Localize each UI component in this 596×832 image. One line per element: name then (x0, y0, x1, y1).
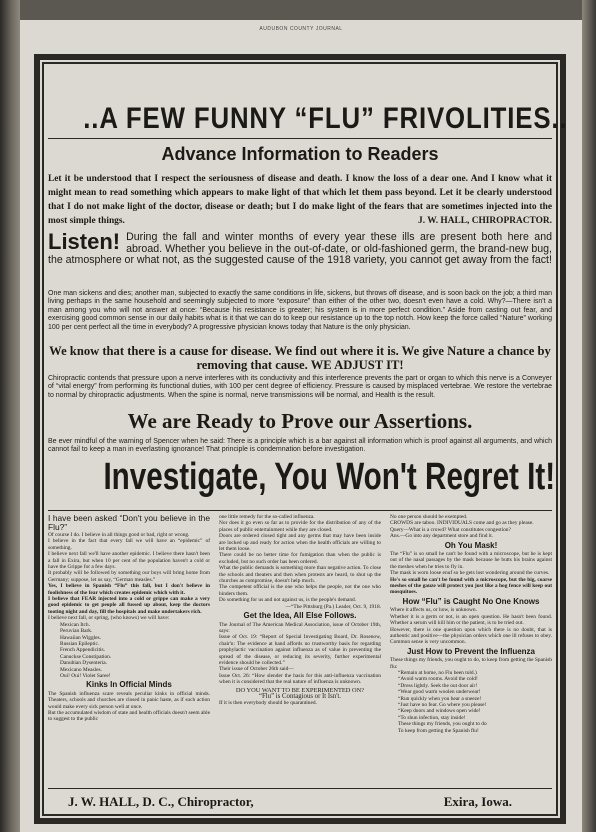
ailment-list-item: Danubian Dysenteria. (60, 660, 108, 667)
intro-text: Let it be understood that I respect the seriousness of disease and death. I know the loss of a dear one. And I know what it might mean to read something which appears to make light of that which let them pass beyond. Let it be clearly understood that I do not make light of the doctor, disease or death; but I do make light of the fears that are sometimes injected into the most simple things. (48, 174, 552, 226)
col3-heading: Oh You Mask! (444, 540, 498, 550)
poem-line: To keep from getting the Spanish flu! (398, 727, 479, 734)
col2-source: —“The Pittsburg (Pa.) Leader, Oct. 9, 1918. (285, 603, 381, 610)
listen-paragraph (48, 229, 552, 267)
poem-line: “Dress lightly. Seek the out door air! (398, 682, 478, 689)
col2-heading: Get the Idea, All Else Follows. (243, 611, 357, 621)
spencer-paragraph: Be ever mindful of the warning of Spencer when he said: There is a principle which is a bar against all information which is proof against all arguments, and which cannot fail to keep a man in everlasting ignorance! That principle is condemnation before investigation. (48, 438, 552, 454)
intro-signature: J. W. HALL, CHIROPRACTOR. (418, 216, 552, 226)
ailment-list-item: Mexicano Measles. (60, 666, 102, 673)
poem-line: “Remain at home, no Flu been told.) (398, 669, 477, 676)
col1-heading: Kinks In Official Minds (86, 680, 172, 690)
poem-line: “Just have no fear. Go where you please! (398, 701, 487, 708)
signature-rule (48, 788, 552, 789)
newspaper-header: AUDUBON COUNTY JOURNAL (259, 26, 343, 32)
col2-text: The competent official is the one who helps the people, not the one who hinders them. (219, 584, 381, 597)
col3-text: CROWDS are taboo. INDIVIDUALS come and go as they please. (390, 520, 534, 527)
column-2 (219, 514, 381, 784)
ailment-list-item: Peruvian Bark. (60, 628, 93, 635)
col1-text: Of course I do. I believe in all things good or bad, right or wrong. (48, 532, 190, 538)
col1-text: I believe in the fact that every fall we will have an “epidemic” of something. (48, 538, 210, 551)
newspaper-page (20, 20, 582, 832)
poem-line: “Keep doors and windows open wide! (398, 708, 481, 715)
col1-text: Yes, I believe in Spanish “Flu” this fall, but I don't believe in foolishness of the fear which creates epidemic which with it. (48, 583, 210, 596)
col1-lead: I have been asked “Don't you believe in the Flu?” (48, 514, 210, 532)
col2-question: DO YOU WANT TO BE EXPERIMENTED ON? (235, 686, 365, 694)
ailment-list-item: Mexican Itch. (60, 621, 90, 628)
poem-line: “Run quickly when you hear a sneeze! (398, 695, 482, 702)
col3-text: These things my friends, you ought to do, to keep from getting the Spanish flu: (390, 657, 552, 670)
poem-line: “To shun infection, stay inside! (398, 714, 466, 721)
col2-subhead: “Flu” is Contagious or It Isn't. (258, 692, 342, 700)
col3-heading: Just How to Prevent the Influenza (406, 646, 535, 656)
col3-text: The “Flu” is so small he can't be found with a microscope, but he is kept out of the nasal passages by the mask because he butts his brains against the meshes when he tries to fly in. (390, 551, 552, 570)
ailment-list-item: Russian Epileptic. (60, 640, 100, 647)
col3-text: The mask is worn loose enuf so he gets lost wondering around the curves. (390, 570, 550, 577)
col2-text: Issue of Oct. 19: “Report of Special Investigating Board, Dr. Rosenow, chair'n: The evidence at hand affords no trustworthy basis for regarding prophylactic vaccination against influenza as of value in preventing the spread of the disease, or reducing its severity, further experimental evidence should be collected.” (219, 634, 381, 666)
chiropractic-paragraph: Chiropractic contends that pressure upon a nerve interferes with its conductivity and this interference prevents the part or organ to which this nerve is a Conveyer of “vital energy” from performing its functional duties, with 100 per cent degree of efficiency. Pressure is caused by misplaced vertebrae. We restore the vertebrae to normal by chiropractic adjustments. When the spine is normal, nerve transmissions will be normal, and Health is the result. (48, 375, 552, 399)
ailment-list-item: Oui! Oui! Violet Saree! (60, 672, 111, 679)
investigate-headline: Investigate, You Won't Regret It! (103, 456, 556, 498)
col2-text: Doors are ordered closed tight and any germs that may have been inside are locked up and ready for action when the health officials are willing to let them loose. (219, 533, 381, 553)
col2-text: Issue Oct. 26: “How slender the basis for this anti-influenza vaccination when it is considered that the real nature of influenza is unknown. (219, 672, 381, 686)
col3-heading: How “Flu” is Caught No One Knows (402, 596, 540, 606)
col2-text: What the public demands is something more than negative action. To close the schools and theaters and then when protests are heard, to shut up the churches as compromise, doesn't help much. (219, 565, 381, 585)
col2-text: Their issue of October 26th said— (219, 666, 294, 673)
ad-subtitle: Advance Information to Readers (161, 144, 439, 164)
col2-text: Nor does it go even so far as to provide for the distribution of any of the places of public entertainment while they are closed. (219, 520, 381, 533)
col2-text: one little remedy for the so-called influenza. (219, 514, 315, 520)
col3-text: Query—What is a crowd? What constitutes congestion? (390, 526, 511, 533)
listen-text: During the fall and winter months of every year these ills are present both here and abroad. Whether you believe in the out-of-date, or old-fashioned germ, the brand-new bug, the atmosphere or what not, as the suggested cause of the 1918 variety, you cannot get away from the fact! (48, 231, 552, 266)
col1-text: I believe next fall, or spring, (who knows) we will have: (48, 615, 170, 622)
column-1 (48, 514, 210, 784)
binding-edge-left (0, 0, 20, 832)
col1-text: I believe next fall we'll have another epidemic. I believe there hasn't been a fall in Exira, but when 10 per cent of the population haven't a cold or have the Grippe for a few days. (48, 551, 210, 571)
listen-word: Listen! (48, 229, 121, 254)
columns-rule (48, 510, 552, 511)
binding-edge-right (582, 0, 596, 832)
resistance-paragraph: One man sickens and dies; another man, subjected to exactly the same conditions in life, sickens, but throws off disease, and is soon back on the job; a third man living perhaps in the same household and seemingly subjected to more “exposure” than either of the other two, doesn't even have a cold. Why?—There isn't a man among you who will not answer at once: “Because his resistance is greater; his system is in more perfect condition.” Aside from casting out fear, and exercising good common sense in our daily habits what is it that we can do to keep our resistance up to the top notch. How keep the force called “Nature” working 100 per cent perfect all the time in everybody? A progressive physician knows today that Nature is the only physician. (48, 290, 552, 331)
signature-name: J. W. HALL, D. C., Chiropractor, (68, 794, 254, 809)
col2-text: The Journal of The American Medical Association, issue of October 19th, says: (219, 621, 381, 634)
poem-line: “Wear good warm woolen underwear! (398, 689, 481, 696)
col3-text: Ans.—Go into any department store and find it. (390, 533, 494, 540)
signature-line (48, 792, 552, 812)
poem-line: These things my friends, you ought to do (398, 721, 487, 728)
column-3 (390, 514, 552, 784)
ailment-list-item: Hawaiian Wiggles. (60, 634, 102, 641)
ailment-list-item: Canuckse Constipation. (60, 653, 112, 660)
col3-text: No one person should be exempted. (390, 514, 468, 520)
col1-text: I believe that FEAR injected into a cold or grippe can make a very good epidemic to get people all fussed up about, keep the doctors tooting night and day, fill the hospitals and make undertakers rich. (48, 596, 210, 615)
title-rule (48, 138, 552, 139)
know-cause-line: We know that there is a cause for disease. We find out where it is. We give Nature a chance by removing that cause. WE ADJUST IT! (49, 344, 551, 372)
col2-text: Do something for us and not against us, is the people's demand. (219, 597, 357, 604)
ad-title: ..A FEW FUNNY “FLU” FRIVOLITIES.. (83, 102, 568, 135)
ready-headline: We are Ready to Prove our Assertions. (127, 409, 473, 433)
three-column-section (48, 514, 552, 784)
ailment-list-item: French Appendicitis. (60, 647, 105, 654)
poem-line: “Avoid warm rooms. Avoid the cold! (398, 676, 478, 683)
signature-town: Exira, Iowa. (443, 794, 512, 809)
advertisement-content (48, 72, 568, 812)
col1-text: The Spanish influenza scare reveals peculiar kinks in official minds. Theaters, schools and churches are closed in panic haste, as if such action would make every sick person well at once. (48, 690, 210, 710)
col3-text: Where it affects us, or how, is unknown. (390, 607, 477, 614)
col3-text: Whether it is a germ or not, is an open question. He hasn't been found. Whether a serum will kill him or the patient, is to be tried out. (390, 613, 552, 627)
col1-text: It probably will be followed by something our boys will bring home from Germany; suppose, let us say, “German measles.” (48, 570, 210, 583)
col2-text: There could be no better time for fumigation than when the public is excluded, but no such order has been ordered. (219, 552, 381, 565)
col2-text: If it is then everybody should be quarantined. (219, 700, 317, 707)
intro-paragraph (48, 172, 552, 228)
col1-text: But the accumulated wisdom of state and health officials doesn't seem able to suggest to the public (48, 709, 210, 723)
col3-text: He's so small he can't be found with a microscope, but the big, coarse meshes of the gauze will protect you just like a hog fence will keep out mosquitoes. (390, 576, 552, 596)
col3-text: However, there is one question upon which there is no doubt, that is authentic and positive—the physician orders which one ill refuses to obey. Common sense is very uncommon. (390, 626, 552, 646)
